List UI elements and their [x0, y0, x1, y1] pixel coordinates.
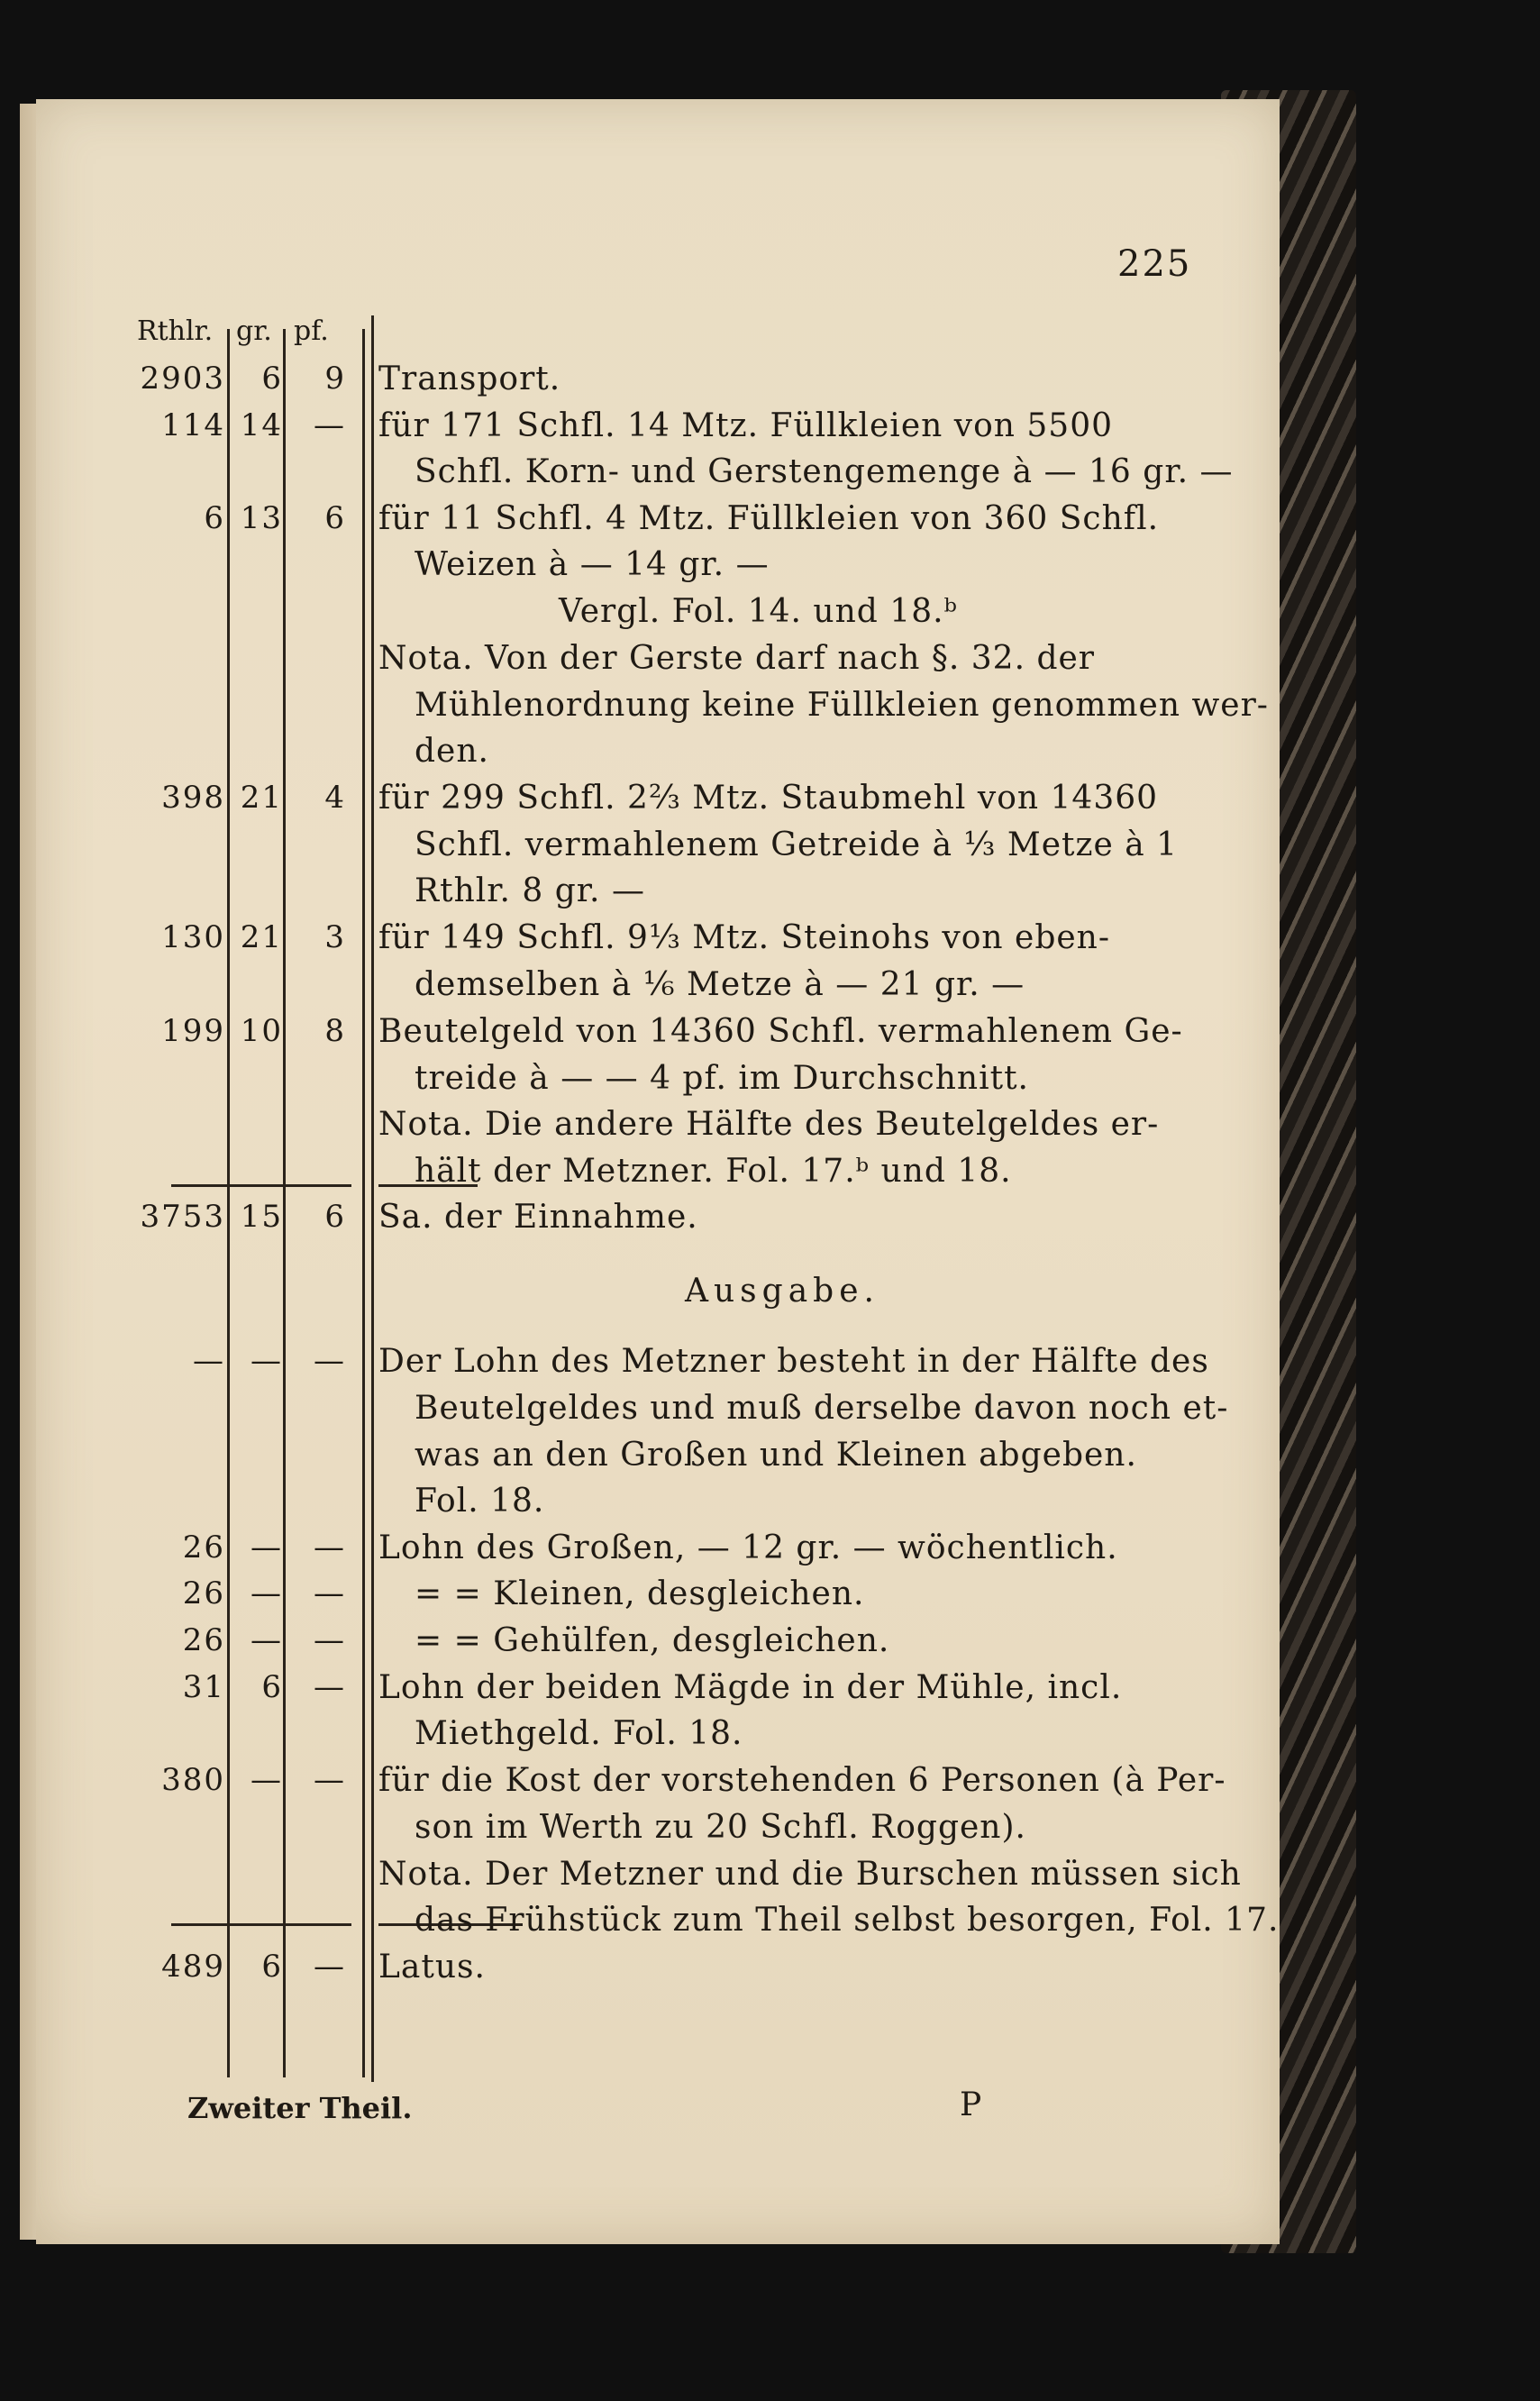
ledger-row — [36, 546, 1280, 591]
rthlr-value: 26 — [182, 1622, 225, 1658]
entry-text: den. — [415, 733, 489, 770]
entry-text: Sa. der Einnahme. — [378, 1199, 698, 1236]
footer-volume: Zweiter Theil. — [187, 2091, 413, 2125]
ledger-row — [36, 1390, 1280, 1435]
pf-value: — — [314, 1762, 346, 1798]
ledger-row — [36, 1343, 1280, 1388]
ledger-row — [36, 361, 1280, 406]
rthlr-value: 26 — [182, 1575, 225, 1611]
ledger-row — [36, 1715, 1280, 1760]
header-gr: gr. — [236, 315, 272, 347]
gr-value: — — [251, 1622, 283, 1658]
gr-value: 10 — [240, 1013, 283, 1049]
ledger-row — [36, 1529, 1280, 1575]
ledger-row — [36, 1669, 1280, 1714]
entry-text: Schfl. Korn- und Gerstengemenge à — 16 gr. — — [415, 453, 1234, 490]
gr-value: — — [251, 1762, 283, 1798]
gr-value: — — [251, 1529, 283, 1566]
ledger-row — [36, 1437, 1280, 1482]
entry-text: demselben à ⅙ Metze à — 21 gr. — — [415, 966, 1025, 1003]
entry-text: Mühlenordnung keine Füllkleien genommen wer- — [415, 687, 1269, 724]
entry-text: für 299 Schfl. 2⅔ Mtz. Staubmehl von 14360 — [378, 780, 1159, 817]
entry-text: Weizen à — 14 gr. — — [415, 546, 770, 583]
gr-value: 6 — [261, 1669, 283, 1705]
entry-text: = = Gehülfen, desgleichen. — [415, 1622, 890, 1659]
pf-value: 3 — [324, 919, 346, 955]
ledger-row — [36, 1273, 1280, 1318]
ledger-row — [36, 1902, 1280, 1947]
ledger-row — [36, 919, 1280, 964]
ledger-row — [36, 687, 1280, 732]
entry-text: was an den Großen und Kleinen abgeben. — [415, 1437, 1137, 1474]
entry-text: Nota. Die andere Hälfte des Beutelgeldes er- — [378, 1106, 1160, 1143]
rthlr-value: 2903 — [140, 361, 225, 397]
gr-value: — — [251, 1343, 283, 1379]
ledger-row — [36, 1483, 1280, 1528]
entry-text: Lohn der beiden Mägde in der Mühle, incl. — [378, 1669, 1123, 1706]
pf-value: 6 — [324, 1199, 346, 1235]
ledger-row — [36, 1949, 1280, 1994]
ledger-row — [36, 407, 1280, 452]
entry-text: Nota. Von der Gerste darf nach §. 32. der — [378, 640, 1096, 677]
entry-text: für 149 Schfl. 9⅓ Mtz. Steinohs von eben- — [378, 919, 1111, 956]
rthlr-value: 6 — [204, 500, 225, 536]
ledger-row — [36, 1575, 1280, 1620]
rthlr-value: 31 — [182, 1669, 225, 1705]
ledger-row — [36, 1106, 1280, 1151]
pf-value: — — [314, 1949, 346, 1985]
pf-value: 4 — [324, 780, 346, 816]
ledger-row — [36, 1199, 1280, 1244]
gr-value: 14 — [240, 407, 283, 443]
rthlr-value: 26 — [182, 1529, 225, 1566]
entry-text: für 171 Schfl. 14 Mtz. Füllkleien von 5500 — [378, 407, 1114, 444]
ledger-row — [36, 780, 1280, 825]
gr-value: 13 — [240, 500, 283, 536]
ledger-row — [36, 733, 1280, 778]
ledger-row — [36, 826, 1280, 872]
entry-text: Beutelgeldes und muß derselbe davon noch et- — [415, 1390, 1229, 1427]
pf-value: — — [314, 1575, 346, 1611]
ledger-row — [36, 966, 1280, 1011]
entry-text: Beutelgeld von 14360 Schfl. vermahlenem Ge- — [378, 1013, 1183, 1050]
entry-text: = = Kleinen, desgleichen. — [415, 1575, 865, 1612]
entry-text: Rthlr. 8 gr. — — [415, 872, 645, 909]
rthlr-value: 489 — [161, 1949, 225, 1985]
ledger-row — [36, 1809, 1280, 1854]
ledger-row — [36, 1856, 1280, 1901]
rthlr-value: 130 — [161, 919, 225, 955]
page — [36, 99, 1280, 2244]
entry-text: Schfl. vermahlenem Getreide à ⅓ Metze à 1 — [415, 826, 1179, 863]
ledger-row — [36, 1622, 1280, 1667]
pf-value: — — [314, 1529, 346, 1566]
pf-value: 9 — [324, 361, 346, 397]
header-rthlr: Rthlr. — [137, 315, 214, 347]
entry-text: Nota. Der Metzner und die Burschen müssen sich — [378, 1856, 1242, 1893]
ledger-row — [36, 1013, 1280, 1058]
entry-text: son im Werth zu 20 Schfl. Roggen). — [415, 1809, 1026, 1846]
entry-text: Miethgeld. Fol. 18. — [415, 1715, 743, 1752]
gr-value: 6 — [261, 1949, 283, 1985]
entry-text: Ausgabe. — [685, 1273, 879, 1310]
ledger-row — [36, 500, 1280, 545]
gr-value: 15 — [240, 1199, 283, 1235]
entry-text: Fol. 18. — [415, 1483, 545, 1520]
gr-value: 21 — [240, 919, 283, 955]
entry-text: für 11 Schfl. 4 Mtz. Füllkleien von 360 Schfl. — [378, 500, 1160, 537]
rthlr-value: 398 — [161, 780, 225, 816]
ledger-row — [36, 593, 1280, 638]
page-number: 225 — [1117, 243, 1192, 285]
entry-text: das Frühstück zum Theil selbst besorgen, Fol. 17. — [415, 1902, 1280, 1939]
gr-value: — — [251, 1575, 283, 1611]
rthlr-value: 199 — [161, 1013, 225, 1049]
entry-text: Lohn des Großen, — 12 gr. — wöchentlich. — [378, 1529, 1118, 1566]
pf-value: 8 — [324, 1013, 346, 1049]
rthlr-value: — — [193, 1343, 225, 1379]
entry-text: hält der Metzner. Fol. 17.ᵇ und 18. — [415, 1153, 1012, 1190]
gr-value: 21 — [240, 780, 283, 816]
pf-value: — — [314, 1669, 346, 1705]
entry-text: Vergl. Fol. 14. und 18.ᵇ — [559, 593, 958, 630]
entry-text: Transport. — [378, 361, 561, 397]
ledger-row — [36, 1060, 1280, 1105]
ledger-row — [36, 1762, 1280, 1807]
ledger-row — [36, 453, 1280, 498]
rthlr-value: 114 — [161, 407, 225, 443]
pf-value: — — [314, 1622, 346, 1658]
ledger-row — [36, 1153, 1280, 1198]
header-pf: pf. — [294, 315, 329, 347]
pf-value: 6 — [324, 500, 346, 536]
entry-text: Der Lohn des Metzner besteht in der Hälfte des — [378, 1343, 1209, 1380]
entry-text: Latus. — [378, 1949, 486, 1986]
pf-value: — — [314, 1343, 346, 1379]
rthlr-value: 3753 — [140, 1199, 225, 1235]
entry-text: treide à — — 4 pf. im Durchschnitt. — [415, 1060, 1029, 1097]
entry-text: für die Kost der vorstehenden 6 Personen (à Per- — [378, 1762, 1226, 1799]
gr-value: 6 — [261, 361, 283, 397]
footer-signature: P — [960, 2086, 982, 2123]
ledger-row — [36, 640, 1280, 685]
rthlr-value: 380 — [161, 1762, 225, 1798]
pf-value: — — [314, 407, 346, 443]
ledger-row — [36, 872, 1280, 917]
